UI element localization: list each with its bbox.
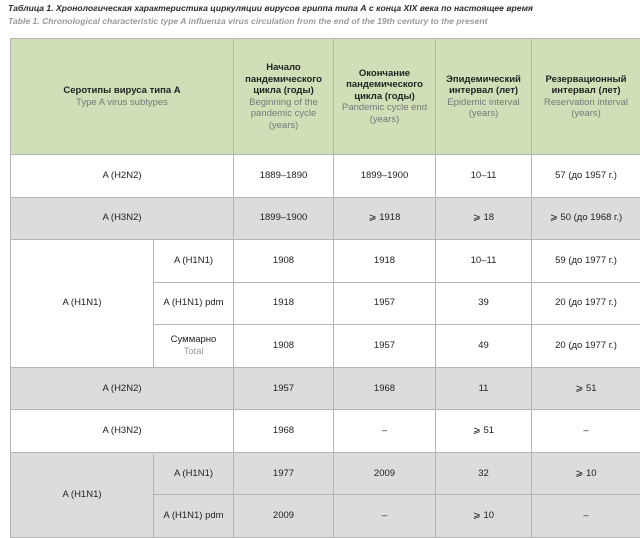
epidemic-cell: 11 [436, 367, 532, 410]
table-row [11, 197, 640, 240]
header-reserve-ru: Резервационный интервал (лет) [546, 74, 627, 97]
subtype-cell: A (H3N2) [11, 197, 234, 240]
header-epidemic-ru: Эпидемический интервал (лет) [446, 74, 521, 97]
start-cell: 1968 [234, 410, 334, 453]
reserve-cell: – [532, 495, 640, 538]
table-caption-ru: Таблица 1. Хронологическая характеристика циркуляции вирусов гриппа типа А с конца XIX века по настоящее время [8, 3, 533, 13]
reserve-cell: ⩾ 10 [532, 452, 640, 495]
end-cell: 1899–1900 [334, 155, 436, 198]
epidemic-cell: 49 [436, 325, 532, 368]
table-row [11, 452, 640, 495]
reserve-cell: – [532, 410, 640, 453]
end-cell: – [334, 410, 436, 453]
end-cell: 1957 [334, 282, 436, 325]
subtype-cell: A (H1N1) pdm [154, 495, 234, 538]
epidemic-cell: 10–11 [436, 155, 532, 198]
end-cell: 1957 [334, 325, 436, 368]
group-cell: A (H1N1) [11, 452, 154, 537]
influenza-table [10, 38, 640, 538]
reserve-cell: 20 (до 1977 г.) [532, 325, 640, 368]
end-cell: ⩾ 1918 [334, 197, 436, 240]
reserve-cell: 57 (до 1957 г.) [532, 155, 640, 198]
end-cell: 1918 [334, 240, 436, 283]
end-cell: 1968 [334, 367, 436, 410]
start-cell: 1918 [234, 282, 334, 325]
header-end [334, 39, 436, 155]
table-row [11, 240, 640, 283]
epidemic-cell: ⩾ 18 [436, 197, 532, 240]
reserve-cell: ⩾ 50 (до 1968 г.) [532, 197, 640, 240]
epidemic-cell: ⩾ 10 [436, 495, 532, 538]
epidemic-cell: 39 [436, 282, 532, 325]
reserve-cell: 59 (до 1977 г.) [532, 240, 640, 283]
end-cell: – [334, 495, 436, 538]
header-epidemic [436, 39, 532, 155]
start-cell: 1957 [234, 367, 334, 410]
subtype-cell [154, 325, 234, 368]
epidemic-cell: 10–11 [436, 240, 532, 283]
header-end-en: Pandemic cycle end (years) [337, 102, 432, 125]
end-cell: 2009 [334, 452, 436, 495]
subtype-cell: A (H3N2) [11, 410, 234, 453]
total-label-ru: Суммарно [171, 334, 217, 345]
start-cell: 1908 [234, 240, 334, 283]
header-epidemic-en: Epidemic interval (years) [439, 97, 528, 120]
header-start-ru: Начало пандемического цикла (годы) [245, 62, 322, 96]
subtype-cell: A (H2N2) [11, 155, 234, 198]
start-cell: 1899–1900 [234, 197, 334, 240]
subtype-cell: A (H1N1) pdm [154, 282, 234, 325]
reserve-cell: ⩾ 51 [532, 367, 640, 410]
start-cell: 1977 [234, 452, 334, 495]
header-reserve-en: Reservation interval (years) [535, 97, 637, 120]
subtype-cell: A (H1N1) [154, 240, 234, 283]
start-cell: 2009 [234, 495, 334, 538]
epidemic-cell: ⩾ 51 [436, 410, 532, 453]
table-row [11, 367, 640, 410]
header-reserve [532, 39, 640, 155]
table-row [11, 155, 640, 198]
header-subtype [11, 39, 234, 155]
start-cell: 1889–1890 [234, 155, 334, 198]
header-subtype-en: Type A virus subtypes [14, 97, 230, 109]
subtype-cell: A (H2N2) [11, 367, 234, 410]
start-cell: 1908 [234, 325, 334, 368]
reserve-cell: 20 (до 1977 г.) [532, 282, 640, 325]
group-cell: A (H1N1) [11, 240, 154, 368]
header-subtype-ru: Серотипы вируса типа А [63, 85, 180, 96]
epidemic-cell: 32 [436, 452, 532, 495]
subtype-cell: A (H1N1) [154, 452, 234, 495]
header-end-ru: Окончание пандемического цикла (годы) [346, 68, 423, 102]
table-row [11, 410, 640, 453]
header-start [234, 39, 334, 155]
header-start-en: Beginning of the pandemic cycle (years) [237, 97, 330, 132]
table-caption-en: Table 1. Chronological characteristic type A influenza virus circulation from the end of the 19th century to the present [8, 16, 487, 26]
total-label-en: Total [157, 346, 230, 358]
